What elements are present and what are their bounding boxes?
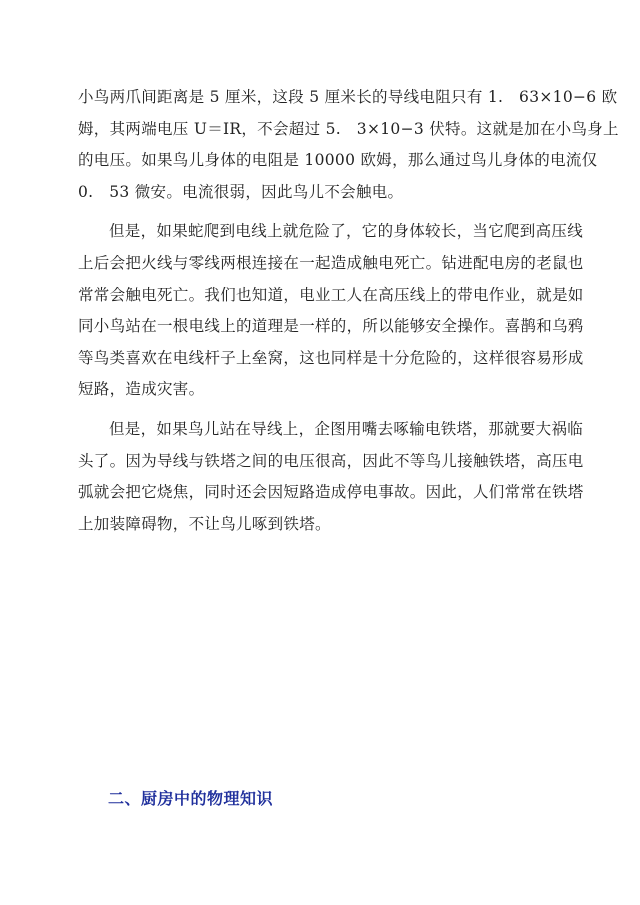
- text-line: 上后会把火线与零线两根连接在一起造成触电死亡。钻进配电房的老鼠也: [78, 253, 584, 272]
- text-line: 头了。因为导线与铁塔之间的电压很高，因此不等鸟儿接触铁塔，高压电: [78, 451, 584, 470]
- text-line: 常常会触电死亡。我们也知道，电业工人在高压线上的带电作业，就是如: [78, 285, 584, 304]
- text-line: 小鸟两爪间距离是 5 厘米，这段 5 厘米长的导线电阻只有 1. 63×10−6 欧: [78, 88, 618, 106]
- section-heading: 二、厨房中的物理知识: [108, 789, 274, 808]
- text-line: 但是，如果蛇爬到电线上就危险了，它的身体较长，当它爬到高压线: [109, 222, 584, 241]
- text-line: 同小鸟站在一根电线上的道理是一样的，所以能够安全操作。喜鹊和乌鸦: [78, 317, 584, 336]
- text-line: 等鸟类喜欢在电线杆子上垒窝，这也同样是十分危险的，这样很容易形成: [78, 348, 584, 367]
- text-line: 短路，造成灾害。: [78, 380, 205, 399]
- body-text: [78, 82, 619, 540]
- paragraph-1: [78, 82, 619, 208]
- text-line: 姆，其两端电压 U＝IR，不会超过 5. 3×10−3 伏特。这就是加在小鸟身上: [78, 119, 619, 138]
- paragraph-3: [78, 414, 584, 540]
- text-line: 上加装障碍物，不让鸟儿啄到铁塔。: [78, 514, 331, 533]
- text-line: 的电压。如果鸟儿身体的电阻是 10000 欧姆，那么通过鸟儿身体的电流仅: [78, 151, 598, 170]
- paragraph-2: [78, 216, 584, 406]
- text-line: 弧就会把它烧焦，同时还会因短路造成停电事故。因此，人们常常在铁塔: [78, 483, 584, 502]
- text-line: 0. 53 微安。电流很弱，因此鸟儿不会触电。: [78, 182, 404, 201]
- text-line: 但是，如果鸟儿站在导线上，企图用嘴去啄输电铁塔，那就要大祸临: [109, 419, 584, 438]
